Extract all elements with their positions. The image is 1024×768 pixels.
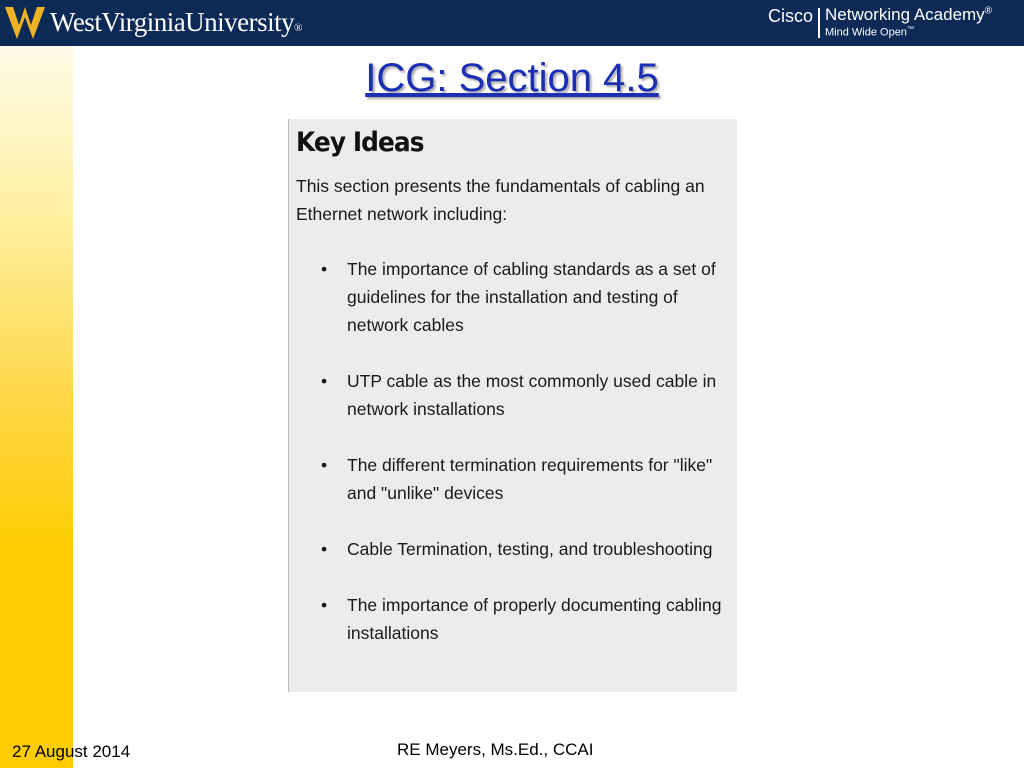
cisco-divider: [818, 8, 820, 38]
list-item: [289, 591, 729, 647]
networking-academy-name: Networking Academy®: [825, 5, 993, 24]
bullet-icon: •: [321, 371, 328, 391]
footer-author: RE Meyers, Ms.Ed., CCAI: [397, 740, 594, 759]
panel-heading: Key Ideas: [296, 127, 424, 158]
university-name: WestVirginiaUniversity®: [50, 7, 303, 37]
panel-intro: This section presents the fundamentals of cabling an Ethernet network including:: [296, 176, 705, 224]
bullet-icon: •: [321, 455, 328, 475]
list-item-text: The importance of properly documenting cabling installations: [347, 595, 722, 643]
key-ideas-list: [289, 255, 729, 675]
list-item-text: The importance of cabling standards as a set of guidelines for the installation and testing of network cables: [347, 259, 716, 335]
academy-tagline: Mind Wide Open™: [825, 26, 914, 39]
list-item: [289, 535, 729, 563]
list-item: [289, 451, 729, 507]
bullet-icon: •: [321, 595, 328, 615]
list-item: [289, 367, 729, 423]
list-item-text: The different termination requirements for "like" and "unlike" devices: [347, 455, 713, 503]
wvu-flying-wv-icon: [4, 3, 46, 43]
list-item-text: Cable Termination, testing, and troubleshooting: [347, 539, 713, 559]
footer-date: 27 August 2014: [12, 742, 131, 761]
cisco-wordmark: Cisco: [768, 6, 814, 26]
list-item-text: UTP cable as the most commonly used cable in network installations: [347, 371, 717, 419]
header-bar: [0, 0, 1024, 46]
key-ideas-panel: [288, 119, 737, 692]
left-gradient-stripe: [0, 46, 73, 768]
list-item: [289, 255, 729, 339]
bullet-icon: •: [321, 539, 328, 559]
bullet-icon: •: [321, 259, 328, 279]
slide-title[interactable]: ICG: Section 4.5: [365, 56, 659, 100]
